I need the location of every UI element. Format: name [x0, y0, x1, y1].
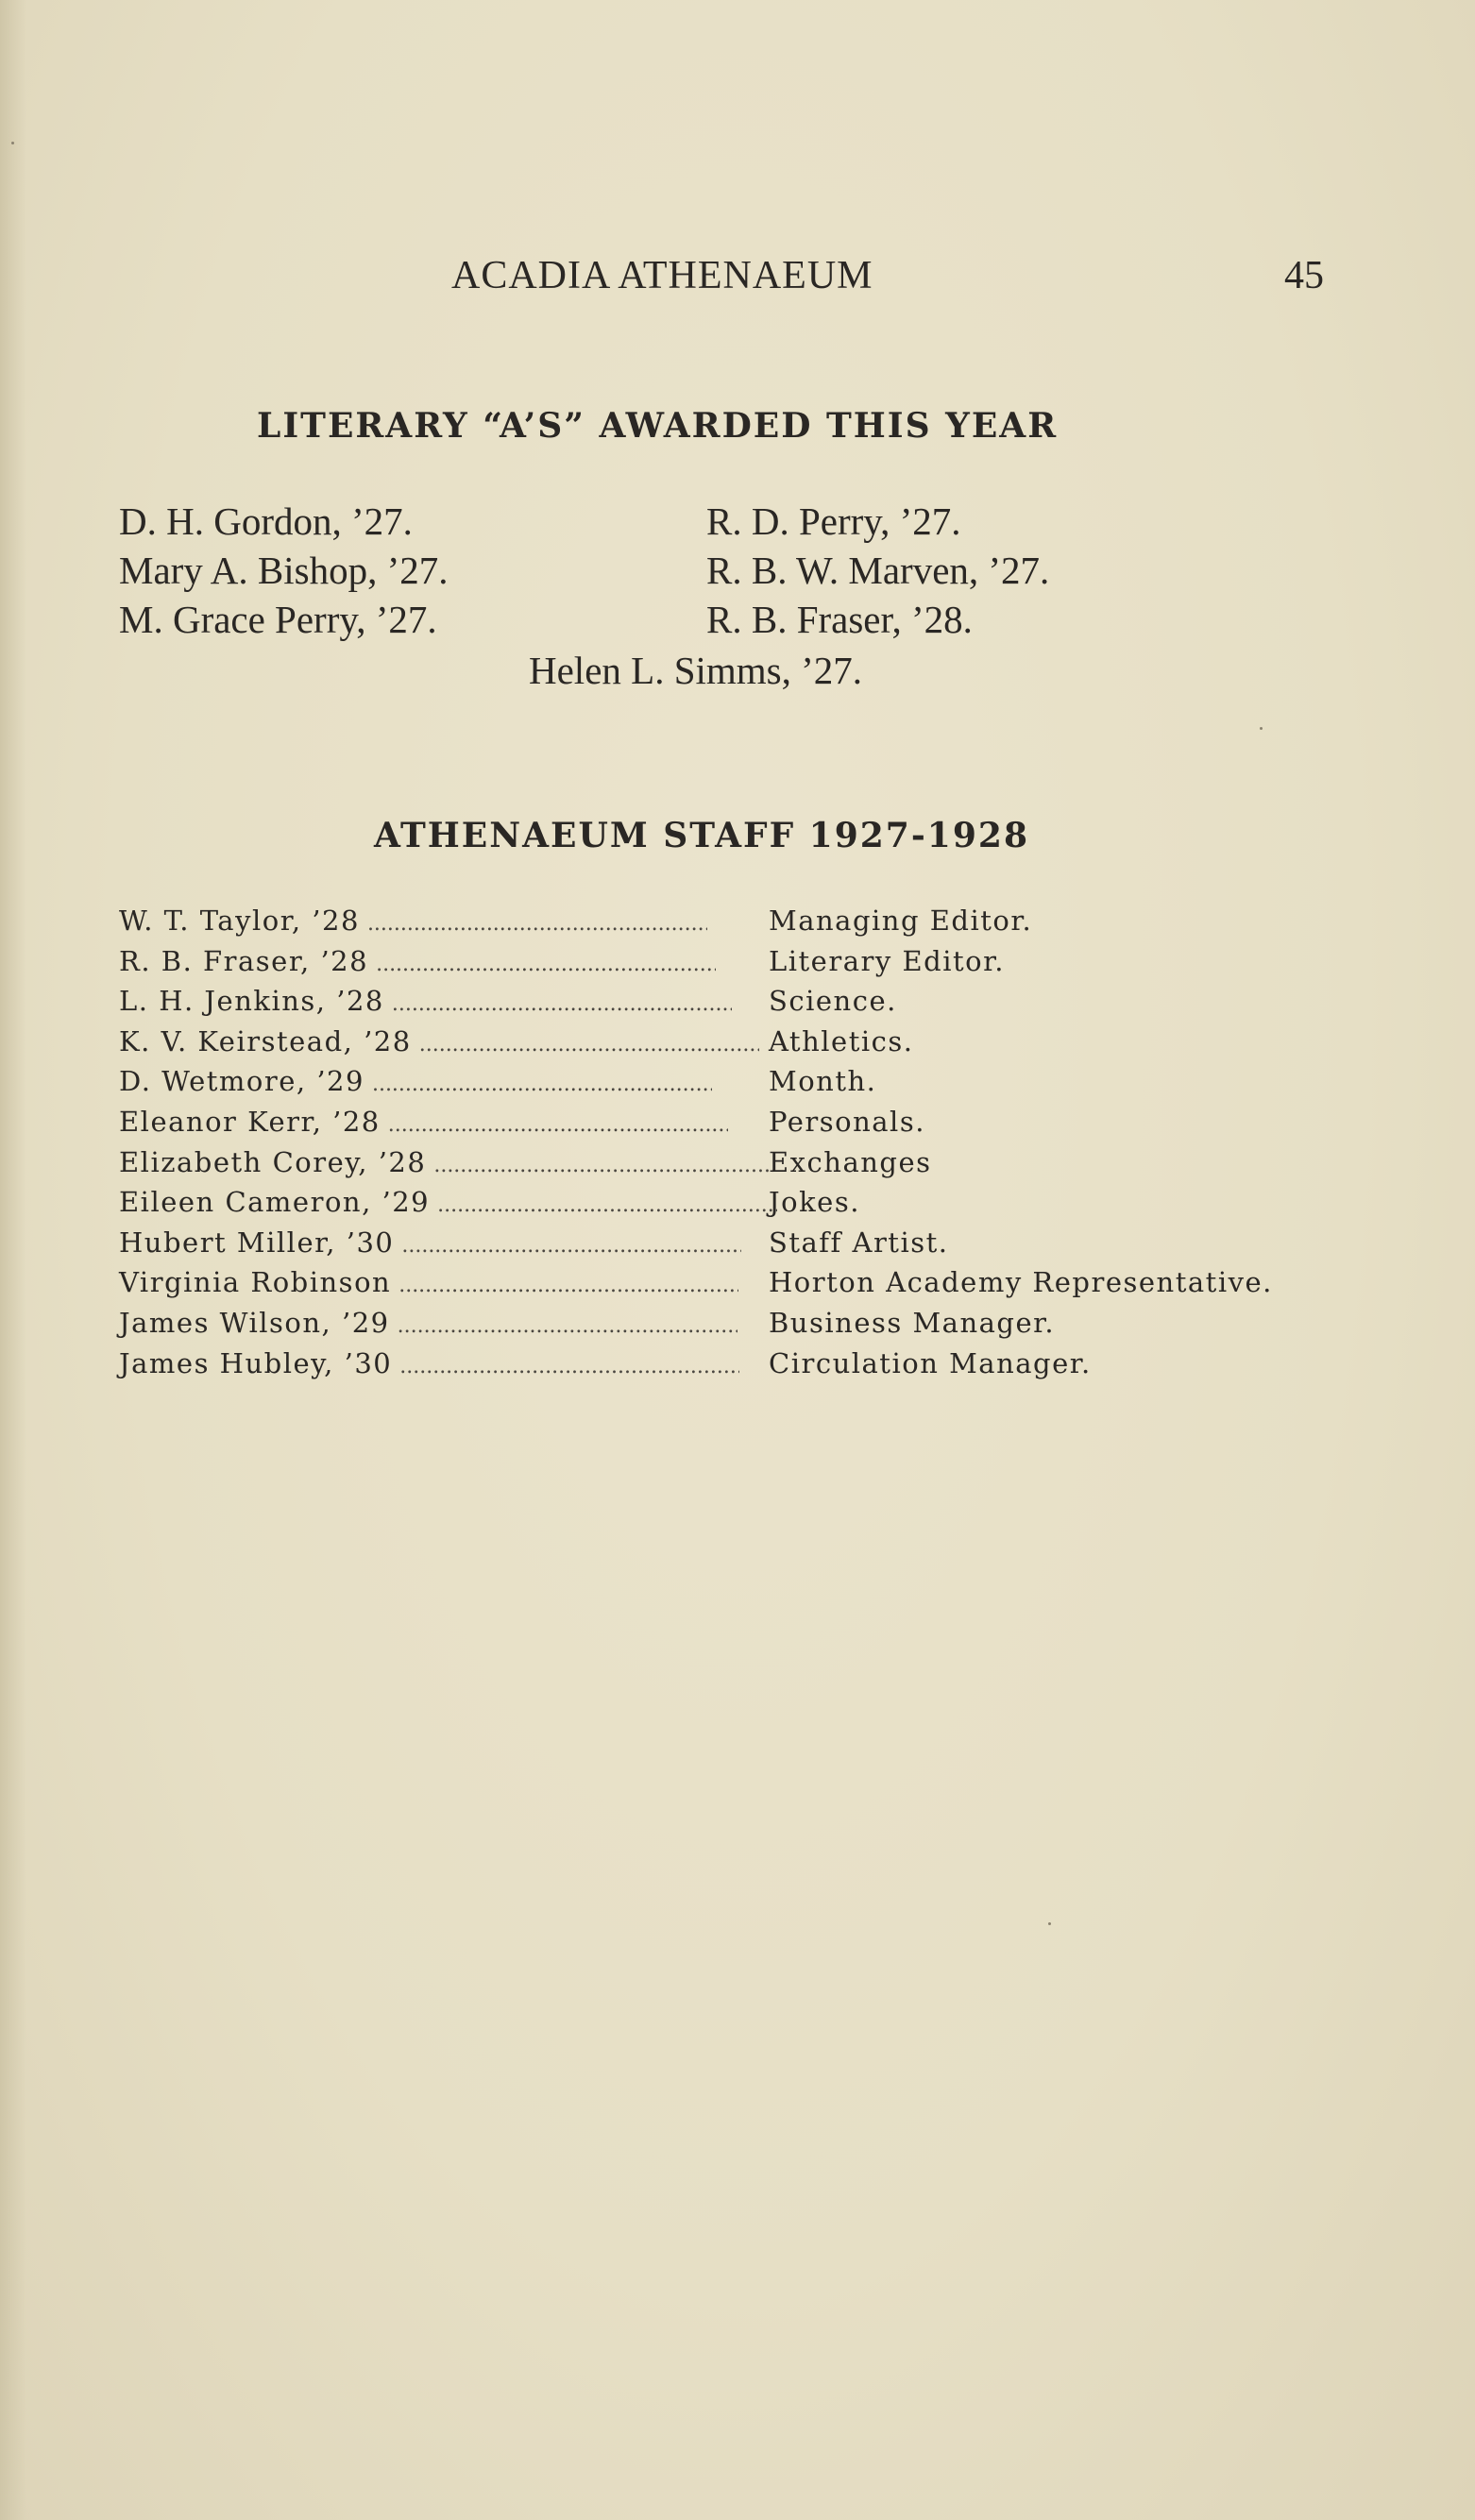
staff-row	[119, 985, 1347, 1025]
leader-dots	[372, 1073, 712, 1096]
staff-role: Managing Editor.	[769, 905, 1033, 937]
leader-dots	[398, 1274, 738, 1297]
leader-dots	[437, 1193, 777, 1217]
staff-name: James Hubley, ’30	[119, 1346, 393, 1379]
staff-name: Eleanor Kerr, ’28	[119, 1105, 381, 1138]
staff-row	[119, 1347, 1347, 1388]
staff-role: Literary Editor.	[769, 944, 1005, 977]
staff-name: Hubert Miller, ’30	[119, 1226, 395, 1259]
staff-role: Staff Artist.	[769, 1226, 949, 1259]
awardee-left-3: M. Grace Perry, ’27.	[119, 598, 437, 641]
literary-awards-title: LITERARY “A’S” AWARDED THIS YEAR	[257, 406, 1059, 446]
leader-dots	[376, 953, 716, 976]
leader-dots	[419, 1033, 759, 1057]
staff-role: Exchanges	[769, 1145, 932, 1178]
leader-dots	[392, 992, 732, 1016]
running-title: ACADIA ATHENAEUM	[451, 254, 873, 297]
staff-role: Horton Academy Representative.	[769, 1266, 1273, 1299]
staff-name: R. B. Fraser, ’28	[119, 944, 369, 977]
leader-dots	[388, 1113, 728, 1137]
staff-row	[119, 1186, 1347, 1226]
staff-row	[119, 1307, 1347, 1347]
staff-role: Science.	[769, 985, 897, 1018]
staff-role: Jokes.	[769, 1186, 860, 1219]
staff-role: Personals.	[769, 1105, 925, 1138]
staff-row	[119, 1226, 1347, 1267]
staff-title: ATHENAEUM STAFF 1927-1928	[374, 816, 1029, 855]
staff-row	[119, 1065, 1347, 1106]
staff-name: L. H. Jenkins, ’28	[119, 985, 384, 1018]
staff-name: Eileen Cameron, ’29	[119, 1186, 431, 1219]
awardee-right-2: R. B. W. Marven, ’27.	[706, 549, 1050, 592]
staff-row	[119, 1266, 1347, 1307]
staff-row	[119, 1025, 1347, 1066]
page-number: 45	[1284, 254, 1324, 297]
staff-name: Virginia Robinson	[119, 1266, 392, 1299]
staff-role: Circulation Manager.	[769, 1346, 1092, 1379]
page-edge-shadow	[0, 0, 26, 2520]
awardee-right-1: R. D. Perry, ’27.	[706, 499, 961, 543]
staff-name: K. V. Keirstead, ’28	[119, 1024, 412, 1057]
paper-speck	[1260, 727, 1263, 730]
leader-dots	[401, 1234, 741, 1258]
leader-dots	[398, 1314, 738, 1338]
staff-name: W. T. Taylor, ’28	[119, 905, 360, 937]
awardee-centered: Helen L. Simms, ’27.	[529, 649, 863, 692]
paper-speck	[1048, 1922, 1051, 1925]
leader-dots	[367, 912, 707, 936]
leader-dots	[399, 1355, 739, 1378]
staff-role: Business Manager.	[769, 1306, 1056, 1339]
staff-row	[119, 905, 1347, 945]
paper-speck	[11, 142, 14, 144]
staff-name: Elizabeth Corey, ’28	[119, 1145, 427, 1178]
staff-row	[119, 945, 1347, 986]
leader-dots	[433, 1154, 773, 1177]
staff-role: Athletics.	[769, 1024, 914, 1057]
staff-role: Month.	[769, 1065, 877, 1098]
staff-row	[119, 1106, 1347, 1146]
staff-list	[119, 905, 1347, 1387]
awardee-right-3: R. B. Fraser, ’28.	[706, 598, 973, 641]
awardee-left-1: D. H. Gordon, ’27.	[119, 499, 413, 543]
staff-row	[119, 1146, 1347, 1187]
awardee-left-2: Mary A. Bishop, ’27.	[119, 549, 449, 592]
staff-name: James Wilson, ’29	[119, 1306, 390, 1339]
staff-name: D. Wetmore, ’29	[119, 1065, 365, 1098]
